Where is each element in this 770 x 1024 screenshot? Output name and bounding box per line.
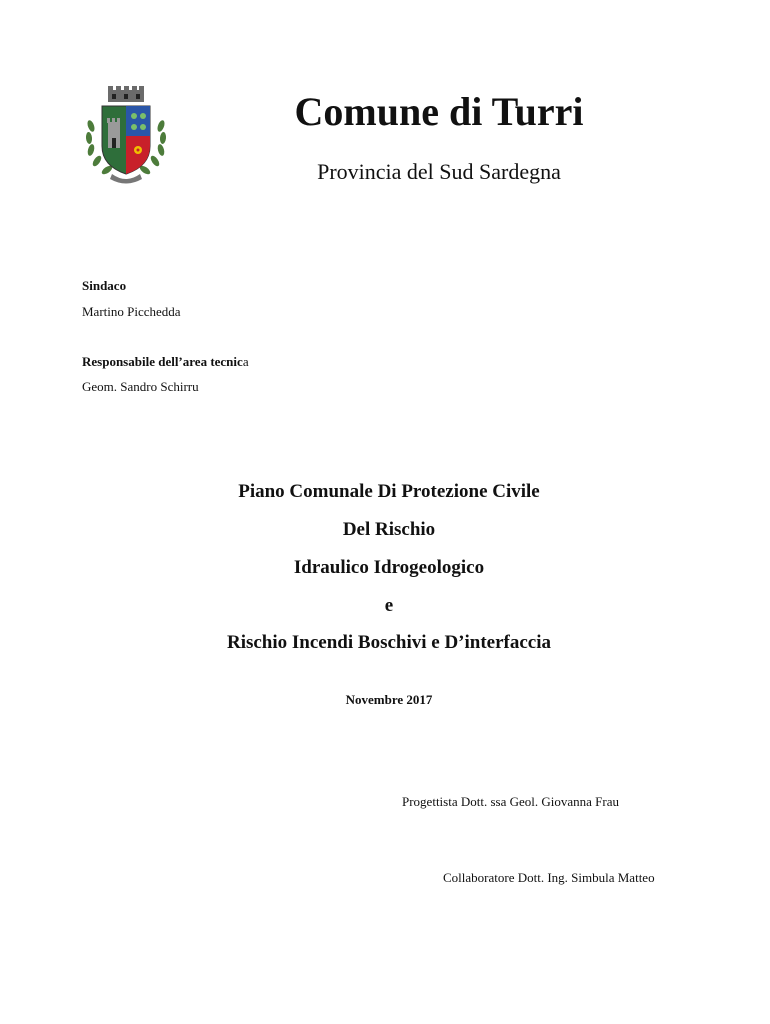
technical-manager-role-label [82,354,249,370]
plan-title-line-5: Rischio Incendi Boschivi e D’interfaccia [226,632,552,653]
mayor-role-label [82,278,126,294]
plan-date: Novembre 2017 [345,692,433,707]
technical-manager-name: Geom. Sandro Schirru [82,379,199,394]
technical-manager-role-tail: a [242,354,249,369]
collaborator-credit: Collaboratore Dott. Ing. Simbula Matteo [443,870,655,885]
technical-manager-role-text: Responsabile dell’area tecnic [82,354,243,369]
plan-title-line-3: Idraulico Idrogeologico [293,557,485,578]
plan-title-line-4: e [384,595,394,616]
mural-crown-icon [108,86,144,102]
page-subtitle: Provincia del Sud Sardegna [317,159,561,184]
designer-credit: Progettista Dott. ssa Geol. Giovanna Frau [402,794,619,809]
shield-icon [102,106,150,174]
mayor-role-text: Sindaco [82,278,127,293]
municipal-coat-of-arms-icon [82,84,170,186]
mayor-name: Martino Picchedda [82,304,181,319]
plan-title-line-2: Del Rischio [342,519,436,540]
plan-title-line-1: Piano Comunale Di Protezione Civile [238,481,540,502]
page-title: Comune di Turri [294,89,584,134]
